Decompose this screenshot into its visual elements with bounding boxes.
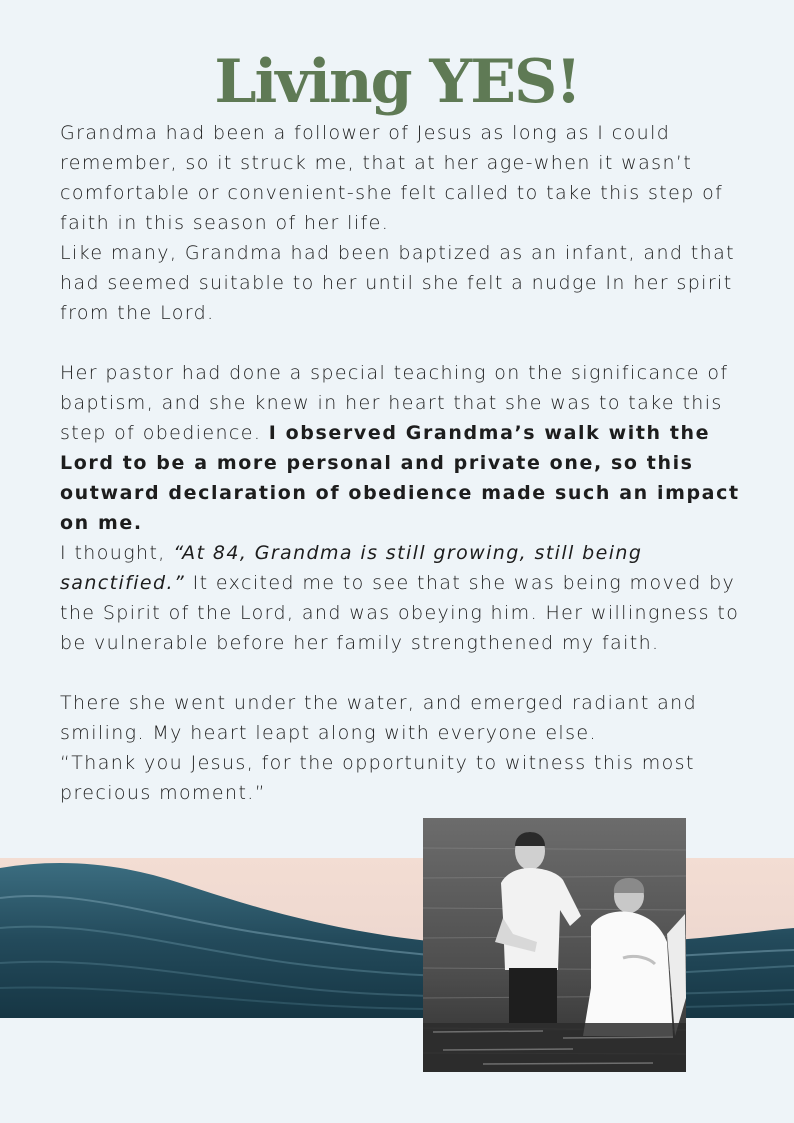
- article-body: [60, 118, 750, 808]
- paragraph-4: [60, 538, 750, 658]
- paragraph-5: There she went under the water, and emerged radiant and smiling. My heart leapt along with everyone else.: [60, 692, 698, 744]
- paragraph-4-text: It excited me to see that she was being moved by the Spirit of the Lord, and was obeying him. Her willingness to be vulnerable before her family strengthened my faith.: [60, 572, 740, 654]
- paragraph-3-emphasis: I observed Grandma’s walk with the Lord to be a more personal and private one, so this outward declaration of obedience made such an impact on me.: [60, 422, 740, 534]
- paragraph-2: Like many, Grandma had been baptized as an infant, and that had seemed suitable to her until she felt a nudge In her spirit from the Lord.: [60, 242, 735, 324]
- paragraph-6: “Thank you Jesus, for the opportunity to witness this most precious moment.”: [60, 752, 695, 804]
- paragraph-4-quote: “At 84, Grandma is still growing, still being sanctified.”: [60, 542, 643, 594]
- page-title: Living YES!: [214, 47, 580, 117]
- paragraph-3: [60, 358, 750, 538]
- paragraph-3-text: Her pastor had done a special teaching on the significance of baptism, and she knew in her heart that she was to take this step of obedience.: [60, 362, 729, 444]
- paragraph-4-lead: I thought,: [60, 542, 174, 564]
- baptism-photo: [423, 818, 686, 1072]
- paragraph-1: Grandma had been a follower of Jesus as long as I could remember, so it struck me, that at her age-when it wasn’t comfortable or convenient-she felt called to take this step of faith in this season of her life.: [60, 122, 724, 234]
